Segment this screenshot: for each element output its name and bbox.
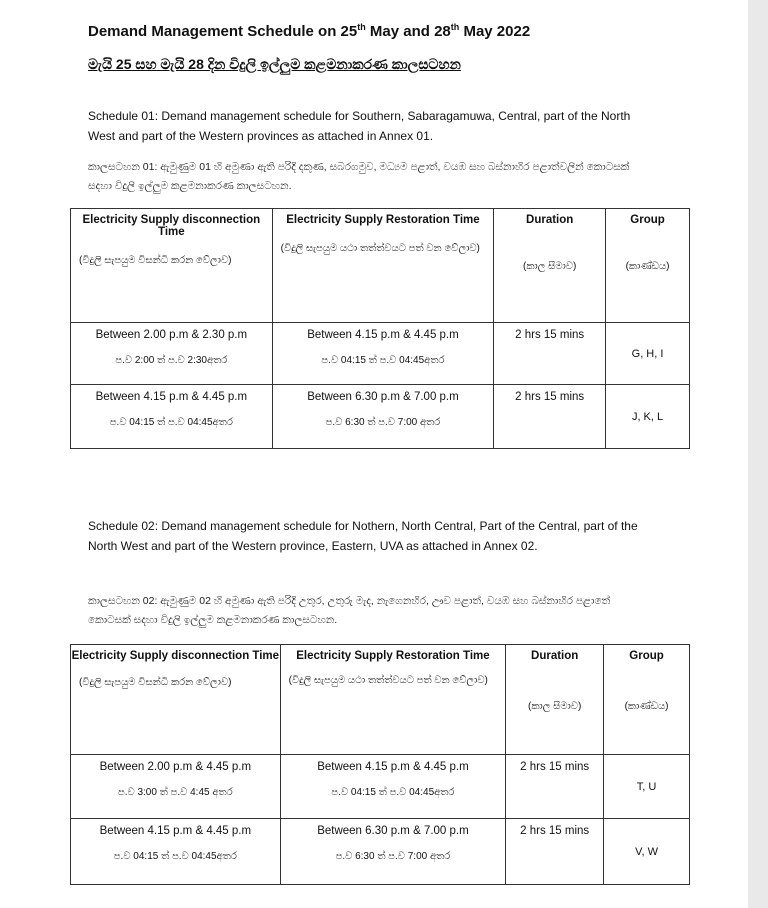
schedule-01-table xyxy=(70,208,690,449)
table-header-row xyxy=(71,209,690,323)
duration-cell: 2 hrs 15 mins xyxy=(494,385,606,449)
table-row xyxy=(71,323,690,385)
duration-cell: 2 hrs 15 mins xyxy=(494,323,606,385)
disconnection-cell: Between 2.00 p.m & 2.30 p.m ප.ව 2:00 ත් ප.ව 2:30අතර xyxy=(71,323,273,385)
document-subtitle-sinhala: මැයි 25 සහ මැයි 28 දින විදුලි ඉල්ලුම කළමනාකරණ කාලසටහන xyxy=(88,56,461,72)
header-disconnection: Electricity Supply disconnection Time (විදුලි සැපයුම විසන්ධි කරන වේලාව) xyxy=(71,209,273,323)
table-row xyxy=(71,819,690,885)
group-cell: J, K, L xyxy=(606,385,690,449)
header-group: Group (කාණ්ඩය) xyxy=(604,645,690,755)
table-header-row xyxy=(71,645,690,755)
schedule-02-description-sinhala: කාලසටහන 02: ඇමුණුම 02 හි අමුණා ඇති පරිදි උතුර, උතුරු මැද, නැගෙනහිර, ඌව පළාත්, වයඹ සහ බස්නාහිර පළාතේ කොටසක් සදහා විදුලි ඉල්ලුම කළමනාකරණ කාලසටහන. xyxy=(88,595,611,626)
schedule-01-description: Schedule 01: Demand management schedule for Southern, Sabaragamuwa, Central, part of the North West and part of the Western provinces as attached in Annex 01. xyxy=(88,109,631,143)
duration-cell: 2 hrs 15 mins xyxy=(506,819,604,885)
table-row xyxy=(71,755,690,819)
header-restoration: Electricity Supply Restoration Time (විදුලි සැපයුම යථා තත්ත්වයට පත් වන වේලාව) xyxy=(272,209,494,323)
header-restoration: Electricity Supply Restoration Time (විදුලි සැපයුම යථා තත්ත්වයට පත් වන වේලාව) xyxy=(280,645,506,755)
restoration-cell: Between 4.15 p.m & 4.45 p.m ප.ව 04:15 ත් ප.ව 04:45අතර xyxy=(272,323,494,385)
group-cell: V, W xyxy=(604,819,690,885)
restoration-cell: Between 6.30 p.m & 7.00 p.m ප.ව 6:30 ත් ප.ව 7:00 අතර xyxy=(280,819,506,885)
schedule-02-table xyxy=(70,644,690,885)
disconnection-cell: Between 4.15 p.m & 4.45 p.m ප.ව 04:15 ත් ප.ව 04:45අතර xyxy=(71,385,273,449)
table-row xyxy=(71,385,690,449)
group-cell: G, H, I xyxy=(606,323,690,385)
disconnection-cell: Between 4.15 p.m & 4.45 p.m ප.ව 04:15 ත් ප.ව 04:45අතර xyxy=(71,819,281,885)
header-duration: Duration (කාල සීමාව) xyxy=(506,645,604,755)
restoration-cell: Between 6.30 p.m & 7.00 p.m ප.ව 6:30 ත් ප.ව 7:00 අතර xyxy=(272,385,494,449)
restoration-cell: Between 4.15 p.m & 4.45 p.m ප.ව 04:15 ත් ප.ව 04:45අතර xyxy=(280,755,506,819)
schedule-02-description: Schedule 02: Demand management schedule for Nothern, North Central, Part of the Central, part of the North West and part of the Western province, Eastern, UVA as attached in Annex 02. xyxy=(88,519,638,553)
schedule-01-description-sinhala: කාලසටහන 01: ඇමුණුම 01 හි අමුණා ඇති පරිදි දකුණ, සබරගමුව, මධ්‍යම පළාත්, වයඹ සහ බස්නාහිර පළාත්වලින් කොටසක් සදහා විදුලි ඉල්ලුම කළමනාකරණ කාලසටහන. xyxy=(88,161,630,192)
disconnection-cell: Between 2.00 p.m & 4.45 p.m ප.ව 3:00 ත් ප.ව 4:45 අතර xyxy=(71,755,281,819)
group-cell: T, U xyxy=(604,755,690,819)
duration-cell: 2 hrs 15 mins xyxy=(506,755,604,819)
document-title: Demand Management Schedule on 25th May and 28th May 2022 xyxy=(88,22,531,40)
header-duration: Duration (කාල සීමාව) xyxy=(494,209,606,323)
header-group: Group (කාණ්ඩය) xyxy=(606,209,690,323)
page-edge-strip xyxy=(748,0,768,908)
header-disconnection: Electricity Supply disconnection Time (විදුලි සැපයුම විසන්ධි කරන වේලාව) xyxy=(71,645,281,755)
